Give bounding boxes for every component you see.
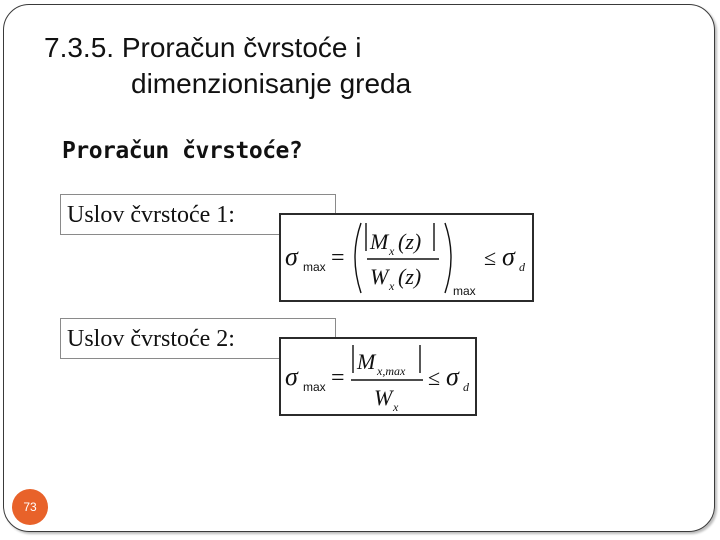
max-subscript: max <box>303 380 326 394</box>
outer-max-subscript: max <box>453 284 476 298</box>
denominator-arg: (z) <box>398 264 422 289</box>
numerator-arg: (z) <box>398 229 422 254</box>
numerator-sub: x,max <box>377 364 406 378</box>
denominator-w: W <box>370 264 389 289</box>
subheading: Proračun čvrstoće? <box>62 138 303 164</box>
numerator-m: M <box>370 229 389 254</box>
max-subscript: max <box>303 260 326 274</box>
page-number-badge: 73 <box>12 489 48 525</box>
equals-sign: = <box>331 365 345 391</box>
leq-sign: ≤ <box>484 245 497 270</box>
equals-sign: = <box>331 245 345 271</box>
slide-title-line2: dimenzionisanje greda <box>131 68 412 99</box>
slide-title-line1: 7.3.5. Proračun čvrstoće i <box>44 32 362 63</box>
d-subscript: d <box>463 380 469 394</box>
condition-1-label: Uslov čvrstoće 1: <box>60 194 336 235</box>
sigma-d-symbol: σ <box>502 242 515 271</box>
numerator-sub: x <box>389 244 395 258</box>
formula-1-svg <box>281 215 532 300</box>
numerator-m: M <box>357 349 376 374</box>
slide-title <box>44 30 664 102</box>
sigma-d-symbol: σ <box>446 362 459 391</box>
sigma-symbol: σ <box>285 362 298 391</box>
leq-sign: ≤ <box>428 365 441 390</box>
denominator-sub: x <box>393 400 399 414</box>
condition-2-label: Uslov čvrstoće 2: <box>60 318 336 359</box>
condition-2-formula <box>279 337 477 416</box>
condition-1-formula <box>279 213 534 302</box>
denominator-w: W <box>374 385 393 410</box>
left-paren <box>355 223 361 293</box>
sigma-symbol: σ <box>285 242 298 271</box>
d-subscript: d <box>519 260 525 274</box>
right-paren <box>445 223 451 293</box>
denominator-sub: x <box>389 279 395 293</box>
formula-2-svg <box>281 339 475 414</box>
